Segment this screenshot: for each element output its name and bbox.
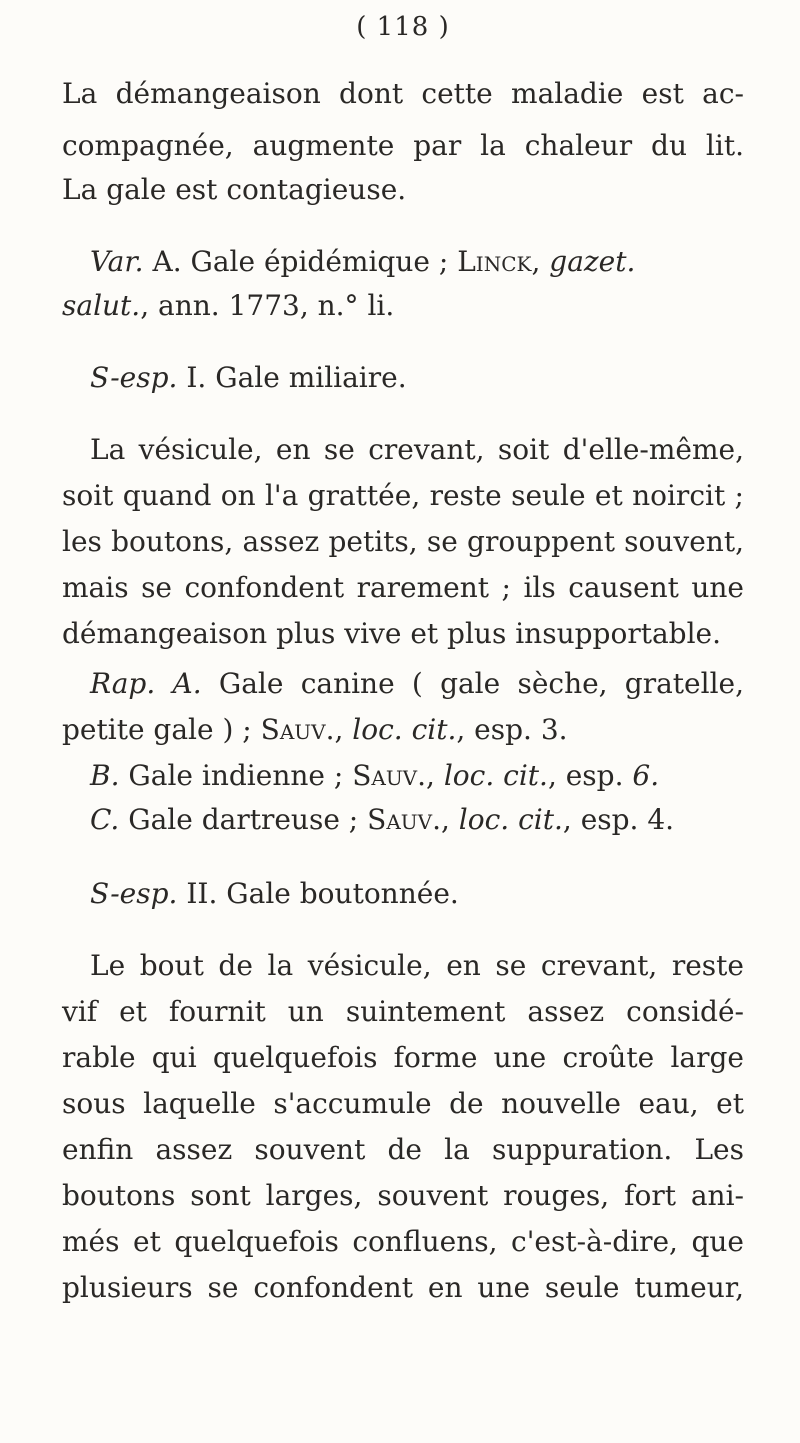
page-number: ( 118 ) <box>356 12 450 42</box>
rap-c-line: C. Gale dartreuse ; Sauv., loc. cit., esp. 4. <box>90 803 675 836</box>
rap-b-letter: B. <box>90 759 120 792</box>
var-line-1 <box>90 244 744 280</box>
rap-c-text: Gale dartreuse ; <box>128 803 359 836</box>
para1-line-1: La vésicule, en se crevant, soit d'elle-même, <box>90 433 744 466</box>
rap-a-pre: petite gale ) ; <box>62 713 252 746</box>
var-text: A. Gale épidémique ; <box>152 245 449 278</box>
para2-line-5: enfin assez souvent de la suppuration. Les <box>62 1133 744 1166</box>
rap-b-num: 6. <box>632 759 660 792</box>
para1-line-2: soit quand on l'a grattée, reste seule et noircit ; <box>62 479 744 512</box>
intro-line-1: La démangeaison dont cette maladie est ac- <box>62 77 744 110</box>
var-line-2 <box>62 288 744 324</box>
rap-a-text: Gale canine ( gale sèche, gratelle, <box>218 667 745 700</box>
rap-c-esp: , esp. 4. <box>562 803 675 836</box>
rap-b-loc: loc. cit. <box>443 759 548 792</box>
para2-line-1: Le bout de la vésicule, en se crevant, reste <box>90 949 744 982</box>
para2-line-6: boutons sont larges, souvent rouges, fort ani- <box>62 1179 744 1212</box>
rap-a-loc: loc. cit. <box>352 713 457 746</box>
sesp-1-heading <box>90 360 744 396</box>
var-text-2: , ann. 1773, n.° li. <box>140 289 395 322</box>
sesp-2-title: II. Gale boutonnée. <box>186 877 459 910</box>
rap-label: Rap. <box>90 667 156 700</box>
para1-line-3: les boutons, assez petits, se grouppent souvent, <box>62 525 744 558</box>
var-label: Var. <box>90 245 144 278</box>
intro-line-3: La gale est contagieuse. <box>62 173 407 206</box>
para2-line-7: més et quelquefois confluens, c'est-à-dire, que <box>62 1225 744 1258</box>
sesp-2-label: S-esp. <box>90 877 178 910</box>
rap-b-author: Sauv. <box>352 759 427 792</box>
rap-a-esp: , esp. 3. <box>456 713 568 746</box>
para1-line-5: démangeaison plus vive et plus insupportable. <box>62 617 721 650</box>
intro-line-2: compagnée, augmente par la chaleur du lit. <box>62 129 744 162</box>
rap-b-esp: , esp. <box>547 759 624 792</box>
rap-a-letter: A. <box>172 667 202 700</box>
sesp-1-title: I. Gale miliaire. <box>186 361 407 394</box>
rap-c-author: Sauv. <box>367 803 441 836</box>
para2-line-8: plusieurs se confondent en une seule tumeur, <box>62 1271 744 1304</box>
rap-a-line-2: petite gale ) ; Sauv., loc. cit., esp. 3. <box>62 713 568 746</box>
rap-c-letter: C. <box>90 803 120 836</box>
rap-c-loc: loc. cit. <box>458 803 563 836</box>
var-journal: gazet. <box>549 245 636 278</box>
para2-line-3: rable qui quelquefois forme une croûte large <box>62 1041 744 1074</box>
para2-line-2: vif et fournit un suintement assez considé- <box>62 995 744 1028</box>
para2-line-4: sous laquelle s'accumule de nouvelle eau, et <box>62 1087 744 1120</box>
rap-b-line: B. Gale indienne ; Sauv., loc. cit., esp. 6. <box>90 759 660 792</box>
sesp-2-heading <box>90 876 744 912</box>
var-journal-2: salut. <box>62 289 141 322</box>
sesp-1-label: S-esp. <box>90 361 178 394</box>
var-author: Linck <box>457 245 532 278</box>
rap-a-line-1 <box>90 666 744 702</box>
rap-a-author: Sauv. <box>260 713 335 746</box>
rap-b-text: Gale indienne ; <box>128 759 344 792</box>
para1-line-4: mais se confondent rarement ; ils causent une <box>62 571 744 604</box>
var-sep: , <box>531 245 541 278</box>
